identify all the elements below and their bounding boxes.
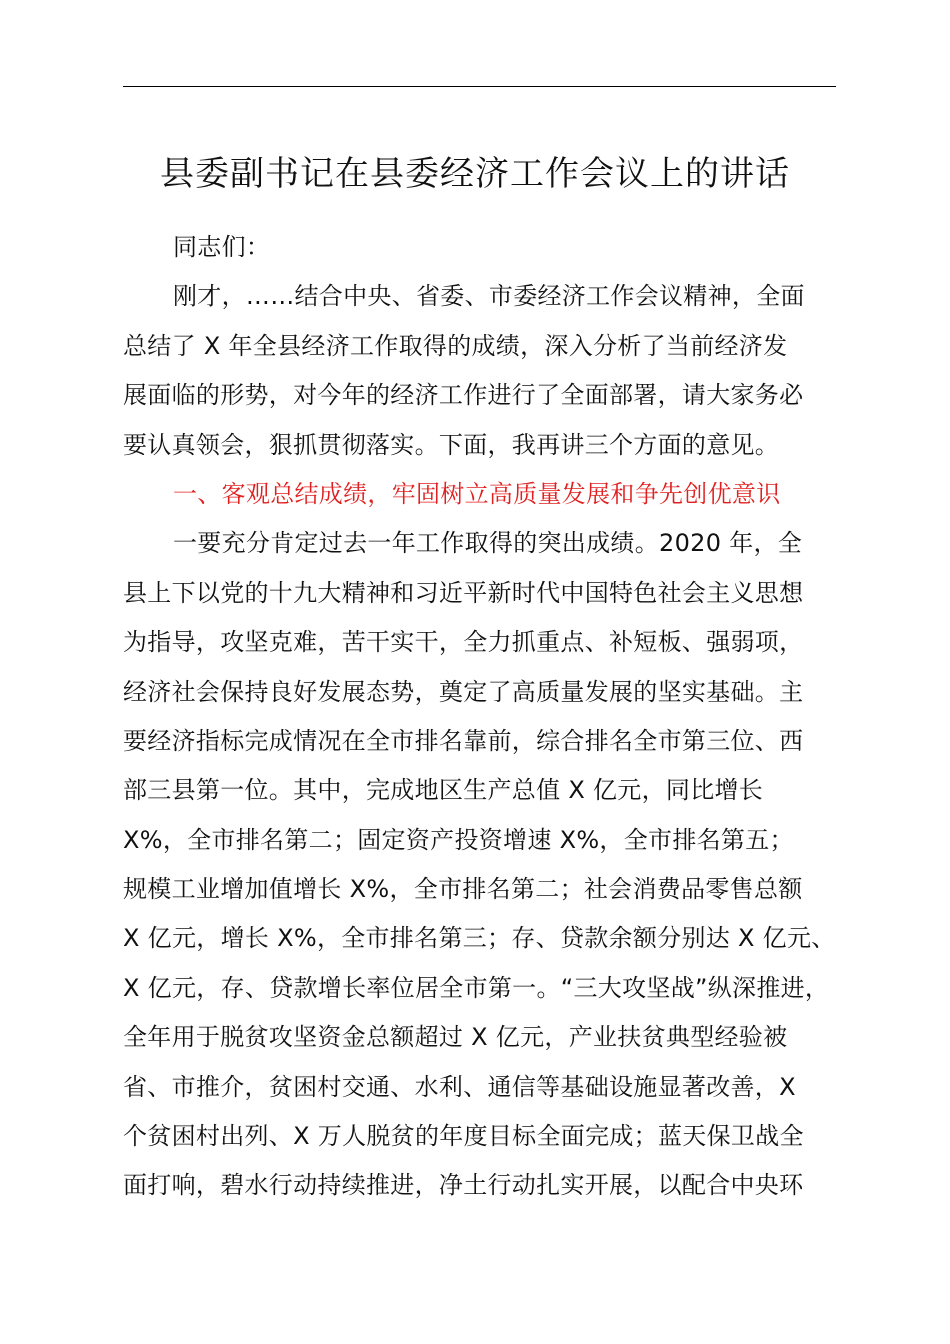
paragraph-line: 县上下以党的十九大精神和习近平新时代中国特色社会主义思想 [123, 578, 804, 607]
paragraph-line: 个贫困村出列、X 万人脱贫的年度目标全面完成；蓝天保卫战全 [123, 1122, 804, 1151]
paragraph-line: 展面临的形势，对今年的经济工作进行了全面部署，请大家务必 [123, 381, 804, 410]
paragraph-line: X 亿元，增长 X%，全市排名第三；存、贷款余额分别达 X 亿元、 [123, 924, 836, 953]
header-rule [123, 86, 836, 87]
paragraph-line: 省、市推介，贫困村交通、水利、通信等基础设施显著改善，X [123, 1072, 796, 1101]
paragraph-line: 为指导，攻坚克难，苦干实干，全力抓重点、补短板、强弱项， [123, 628, 804, 657]
paragraph-line: 要经济指标完成情况在全市排名靠前，综合排名全市第三位、西 [123, 726, 804, 755]
paragraph-line: 刚才，……结合中央、省委、市委经济工作会议精神，全面 [173, 282, 805, 311]
salutation: 同志们： [173, 233, 271, 261]
paragraph-line: 一要充分肯定过去一年工作取得的突出成绩。2020 年，全 [173, 529, 803, 558]
document-title: 县委副书记在县委经济工作会议上的讲话 [160, 154, 790, 194]
paragraph-line: 规模工业增加值增长 X%，全市排名第二；社会消费品零售总额 [123, 875, 803, 904]
paragraph-line: 部三县第一位。其中，完成地区生产总值 X 亿元，同比增长 [123, 776, 764, 805]
paragraph-line: 面打响，碧水行动持续推进，净土行动扎实开展，以配合中央环 [123, 1171, 804, 1200]
section-heading: 一、客观总结成绩，牢固树立高质量发展和争先创优意识 [173, 479, 781, 508]
paragraph-line: 全年用于脱贫攻坚资金总额超过 X 亿元，产业扶贫典型经验被 [123, 1023, 788, 1052]
paragraph-line: 要认真领会，狠抓贯彻落实。下面，我再讲三个方面的意见。 [123, 430, 780, 459]
document-body [123, 223, 837, 1211]
paragraph-line: X 亿元，存、贷款增长率位居全市第一。“三大攻坚战”纵深推进， [123, 973, 830, 1002]
paragraph-line: 总结了 X 年全县经济工作取得的成绩，深入分析了当前经济发 [123, 331, 788, 360]
paragraph-line: X%，全市排名第二；固定资产投资增速 X%，全市排名第五； [123, 825, 794, 854]
paragraph-line: 经济社会保持良好发展态势，奠定了高质量发展的坚实基础。主 [123, 677, 804, 706]
